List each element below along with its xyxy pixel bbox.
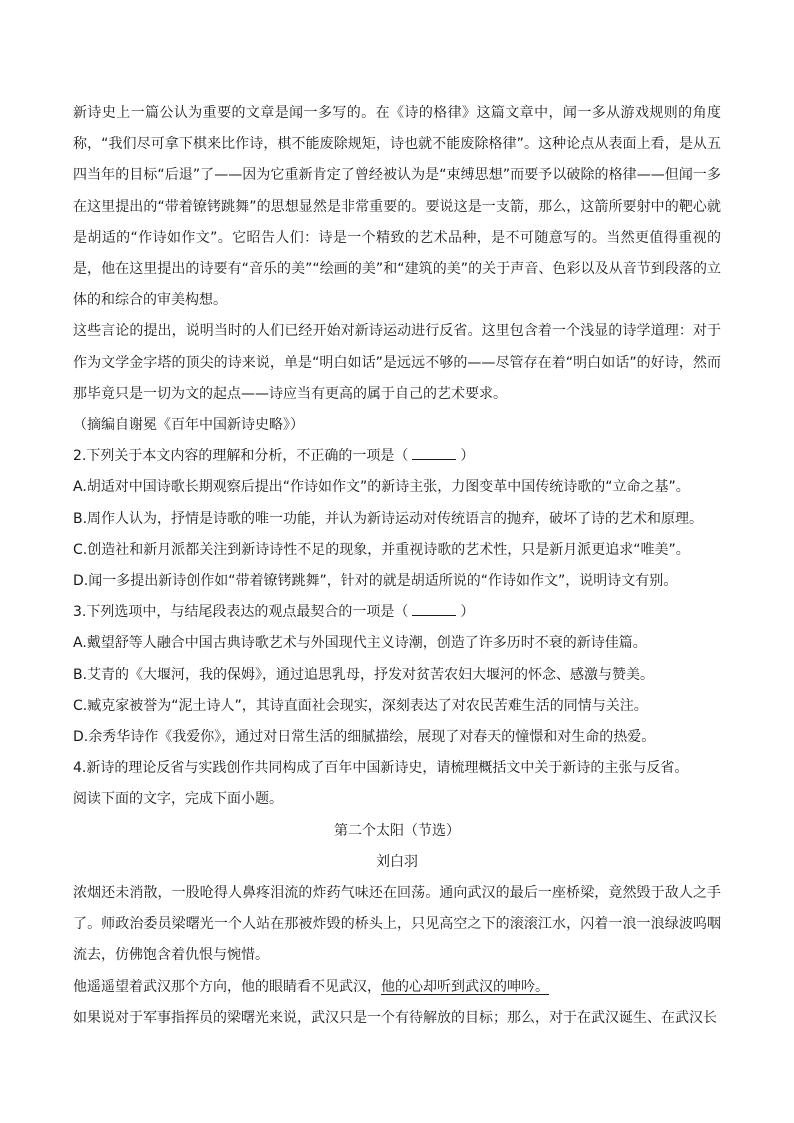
question3-stem-close: ） [460, 604, 475, 621]
answer-blank [412, 603, 456, 616]
question3-option-d: D.余秀华诗作《我爱你》，通过对日常生活的细腻描绘，展现了对春天的憧憬和对生命的热爱。 [73, 729, 656, 746]
question3-option-b: B.艾青的《大堰河，我的保姆》，通过追思乳母，抒发对贫苦农妇大堰河的怀念、感激与赞美。 [73, 666, 655, 683]
passage1-paragraph2: 这些言论的提出，说明当时的人们已经开始对新诗运动进行反省。这里包含着一个浅显的诗学道理：对于作为文学金字塔的顶尖的诗来说，单是“明白如话”是远远不够的——尽管存在着“明白如话”的好诗，然而那毕竟只是一切为文的起点——诗应当有更高的属于自己的艺术要求。 [73, 323, 721, 402]
passage2-paragraph2 [73, 972, 721, 1003]
question2-option-d: D.闻一多提出新诗创作如“带着镣铐跳舞”，针对的就是胡适所说的“作诗如作文”，说明诗文有别。 [73, 573, 678, 590]
question3-stem-text: 3.下列选项中，与结尾段表达的观点最契合的一项是（ [73, 604, 409, 621]
question2-stem [73, 441, 721, 472]
reading-instruction: 阅读下面的文字，完成下面小题。 [73, 791, 283, 808]
passage2-title: 第二个太阳（节选） [334, 822, 460, 839]
passage1-source: （摘编自谢冕《百年中国新诗史略》） [73, 417, 304, 434]
passage2-author: 刘白羽 [376, 853, 418, 870]
document-page [73, 98, 721, 1034]
passage2-paragraph3: 如果说对于军事指挥员的梁曙光来说，武汉只是一个有待解放的目标；那么，对于在武汉诞生、在武汉长 [73, 1009, 717, 1026]
question3-option-a: A.戴望舒等人融合中国古典诗歌艺术与外国现代主义诗潮，创造了许多历时不衰的新诗佳篇。 [73, 635, 647, 652]
answer-blank [412, 447, 456, 460]
question4: 4.新诗的理论反省与实践创作共同构成了百年中国新诗史，请梳理概括文中关于新诗的主张与反省。 [73, 760, 689, 777]
question3-option-c: C.臧克家被誉为“泥土诗人”，其诗直面社会现实，深刻表达了对农民苦难生活的同情与关注。 [73, 697, 648, 714]
question2-stem-close: ） [460, 448, 475, 465]
passage2-paragraph2-text: 他遥遥望着武汉那个方向，他的眼睛看不见武汉， [73, 978, 381, 995]
question2-option-b: B.周作人认为，抒情是诗歌的唯一功能，并认为新诗运动对传统语言的抛弃，破坏了诗的艺术和原理。 [73, 510, 704, 527]
underlined-sentence: 他的心却听到武汉的呻吟。 [381, 978, 549, 995]
question3-stem [73, 597, 721, 628]
question2-option-c: C.创造社和新月派都关注到新诗诗性不足的现象，并重视诗歌的艺术性，只是新月派更追求“唯美”。 [73, 541, 690, 558]
question2-stem-text: 2.下列关于本文内容的理解和分析，不正确的一项是（ [73, 448, 409, 465]
passage1-paragraph1: 新诗史上一篇公认为重要的文章是闻一多写的。在《诗的格律》这篇文章中，闻一多从游戏规则的角度称，“我们尽可拿下棋来比作诗，棋不能废除规矩，诗也就不能废除格律”。这种论点从表面上看，是从五四当年的目标“后退”了——因为它重新肯定了曾经被认为是“束缚思想”而要予以破除的格律——但闻一多在这里提出的“带着镣铐跳舞”的思想显然是非常重要的。要说这是一支箭，那么，这箭所要射中的靶心就是胡适的“作诗如作文”。它昭告人们：诗是一个精致的艺术品种，是不可随意写的。当然更值得重视的是，他在这里提出的诗要有“音乐的美”“绘画的美”和“建筑的美”的关于声音、色彩以及从音节到段落的立体的和综合的审美构想。 [73, 105, 721, 309]
question2-option-a: A.胡适对中国诗歌长期观察后提出“作诗如作文”的新诗主张，力图变革中国传统诗歌的“立命之基”。 [73, 479, 690, 496]
passage2-paragraph1: 浓烟还未消散，一股呛得人鼻疼泪流的炸药气味还在回荡。通向武汉的最后一座桥梁，竟然毁于敌人之手了。师政治委员梁曙光一个人站在那被炸毁的桥头上，只见高空之下的滚滚江水，闪着一浪一浪绿波呜咽流去，仿佛饱含着仇恨与惋惜。 [73, 885, 721, 964]
